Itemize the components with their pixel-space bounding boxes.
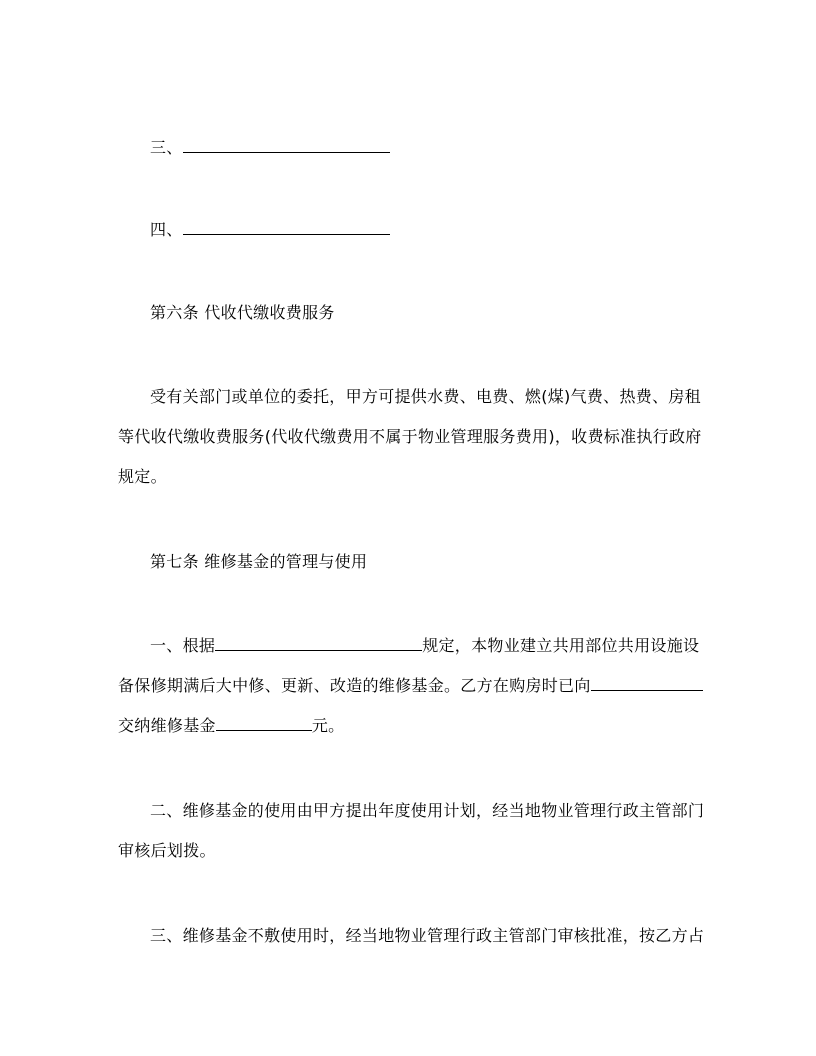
article-seven-heading: 第七条 维修基金的管理与使用 (150, 552, 368, 571)
article-seven-p1-line2 (118, 676, 703, 696)
item-four-blank (183, 220, 390, 235)
article-seven-p2-line1: 二、维修基金的使用由甲方提出年度使用计划，经当地物业管理行政主管部门 (150, 801, 705, 820)
amount-blank (216, 716, 312, 731)
item-three-blank (183, 138, 390, 153)
p1-line1-part-a: 一、根据 (150, 636, 216, 655)
article-seven-p1-line3 (118, 716, 344, 736)
article-six-para-line1: 受有关部门或单位的委托，甲方可提供水费、电费、燃(煤)气费、热费、房租 (150, 387, 701, 406)
article-seven-p2-line2: 审核后划拨。 (118, 841, 216, 860)
article-six-para-line3: 规定。 (118, 467, 167, 486)
article-six-para-line2: 等代收代缴收费服务(代收代缴费用不属于物业管理服务费用)，收费标准执行政府 (118, 427, 702, 446)
p1-line1-part-b: 规定，本物业建立共用部位共用设施设 (422, 636, 700, 655)
p1-line2-part-a: 备保修期满后大中修、更新、改造的维修基金。乙方在购房时已向 (118, 676, 591, 695)
item-three-line (150, 138, 390, 158)
article-seven-p3-line1: 三、维修基金不敷使用时，经当地物业管理行政主管部门审核批准，按乙方占 (150, 926, 705, 945)
recipient-blank (591, 676, 703, 691)
regulation-blank (215, 636, 422, 651)
article-seven-p1-line1 (150, 636, 699, 656)
p1-line3-part-b: 元。 (311, 716, 345, 735)
item-four-line (150, 220, 390, 240)
item-four-label: 四、 (150, 220, 183, 239)
article-six-heading: 第六条 代收代缴收费服务 (150, 303, 335, 322)
p1-line3-part-a: 交纳维修基金 (118, 716, 216, 735)
item-three-label: 三、 (150, 138, 183, 157)
